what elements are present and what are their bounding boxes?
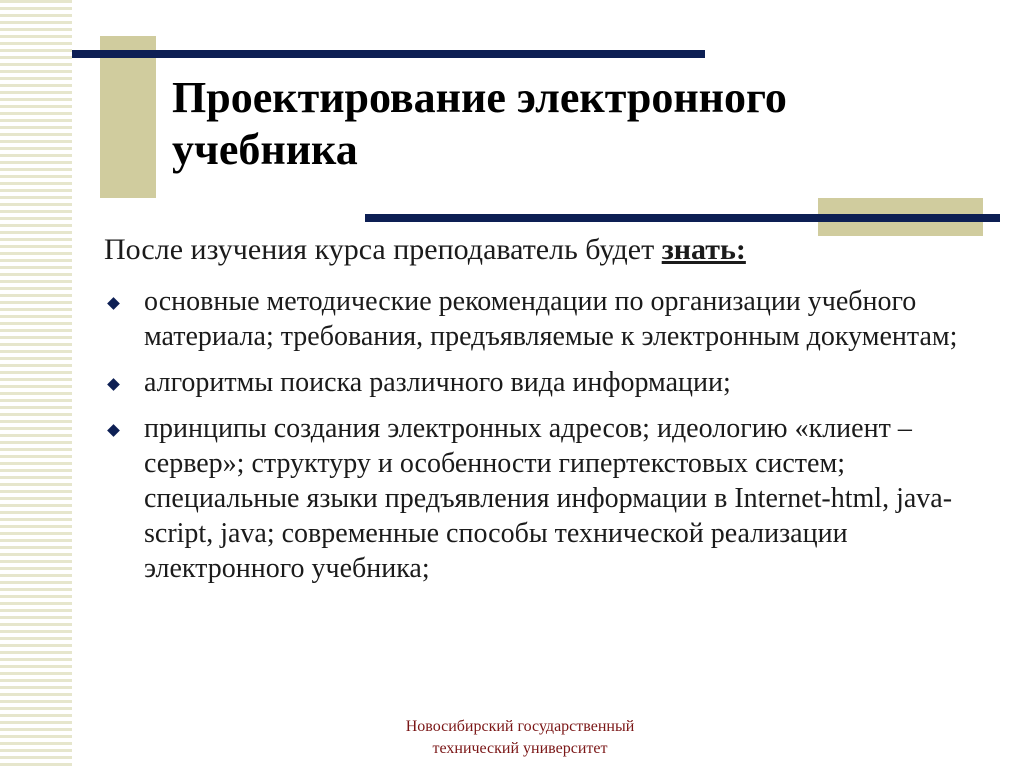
diamond-bullet-icon <box>107 297 120 310</box>
intro-text: После изучения курса преподаватель будет <box>104 233 662 266</box>
diamond-bullet-icon <box>107 378 120 391</box>
bullet-text: алгоритмы поиска различного вида информации; <box>144 367 731 398</box>
top-rule <box>72 50 705 58</box>
bullet-list <box>104 284 984 597</box>
title-accent-block <box>100 36 156 198</box>
diamond-bullet-icon <box>107 424 120 437</box>
footer-line-1: Новосибирский государственный <box>405 718 635 735</box>
slide-title: Проектирование электронного учебника <box>172 73 787 174</box>
intro-emphasis: знать: <box>661 233 746 266</box>
bullet-item <box>104 411 984 586</box>
footer-caption <box>360 716 680 760</box>
intro-line <box>104 232 1004 268</box>
bullet-item <box>104 365 984 400</box>
bullet-item <box>104 284 984 354</box>
striped-margin <box>0 0 72 768</box>
bullet-text: основные методические рекомендации по организации учебного материала; требования, предъявляемые к электронным документам; <box>144 286 958 352</box>
bullet-text: принципы создания электронных адресов; идеологию «клиент – сервер»; структуру и особенности гипертекстовых систем; специальные языки предъявления информации в Internet-html, java-script, java; современные способы технической реализации электронного учебника; <box>144 413 953 584</box>
lower-rule <box>365 214 1000 222</box>
footer-line-2: технический университет <box>432 740 608 757</box>
